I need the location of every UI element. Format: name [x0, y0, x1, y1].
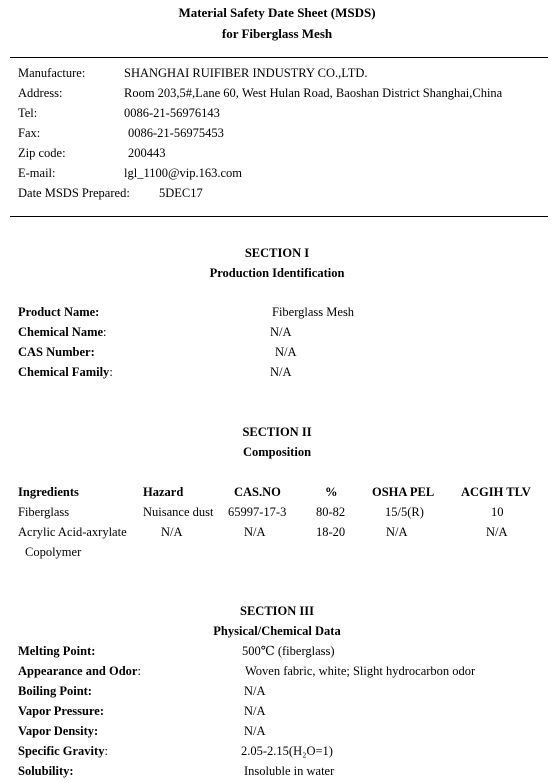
tel-value: 0086-21-56976143 — [124, 106, 220, 120]
vapor-density-label: Vapor Density: — [18, 724, 99, 738]
table-cell-acgih-tlv: N/A — [486, 525, 508, 539]
document-subtitle: for Fiberglass Mesh — [221, 26, 333, 41]
col-header-acgih-tlv: ACGIH TLV — [461, 485, 531, 499]
appearance-odor-label: Appearance and Odor — [18, 664, 138, 678]
chemical-name-value: N/A — [270, 325, 292, 339]
section1-subheading: Production Identification — [209, 266, 345, 280]
table-cell-cas: N/A — [244, 525, 266, 539]
product-name-label: Product Name: — [18, 305, 100, 319]
table-cell-hazard: Nuisance dust — [143, 505, 214, 519]
cas-number-value: N/A — [275, 345, 297, 359]
appearance-odor-label-wrap: Appearance and Odor: — [18, 664, 141, 678]
vapor-pressure-label: Vapor Pressure: — [18, 704, 104, 718]
specific-gravity-value: 2.05-2.15(H₂O=1) — [241, 744, 333, 758]
specific-gravity-label-wrap: Specific Gravity: — [18, 744, 108, 758]
address-value: Room 203,5#,Lane 60, West Hulan Road, Baoshan District Shanghai,China — [124, 86, 503, 100]
table-cell-hazard: N/A — [161, 525, 183, 539]
email-value: lgl_1100@vip.163.com — [124, 166, 242, 180]
tel-label: Tel: — [18, 106, 38, 120]
table-cell-cas: 65997-17-3 — [228, 505, 287, 519]
col-header-hazard: Hazard — [143, 485, 184, 499]
melting-point-value: 500℃ (fiberglass) — [242, 644, 335, 658]
document-title: Material Safety Date Sheet (MSDS) — [178, 5, 376, 20]
manufacture-label: Manufacture: — [18, 66, 86, 80]
table-cell-osha-pel: N/A — [386, 525, 408, 539]
col-header-osha-pel: OSHA PEL — [372, 485, 435, 499]
table-cell-ingredient: Acrylic Acid-axrylate — [18, 525, 127, 539]
address-label: Address: — [18, 86, 63, 100]
table-cell-ingredient: Fiberglass — [18, 505, 70, 519]
section1-heading: SECTION I — [244, 246, 310, 260]
melting-point-label: Melting Point: — [18, 644, 96, 658]
solubility-value: Insoluble in water — [244, 764, 335, 778]
manufacture-value: SHANGHAI RUIFIBER INDUSTRY CO.,LTD. — [124, 66, 368, 80]
table-cell-percent: 18-20 — [316, 525, 346, 539]
fax-value: 0086-21-56975453 — [128, 126, 224, 140]
col-header-ingredients: Ingredients — [18, 485, 79, 499]
date-prepared-label: Date MSDS Prepared: — [18, 186, 130, 200]
chemical-family-label: Chemical Family — [18, 365, 110, 379]
chemical-family-value: N/A — [270, 365, 292, 379]
boiling-point-label: Boiling Point: — [18, 684, 92, 698]
table-cell-osha-pel: 15/5(R) — [385, 505, 424, 519]
section-divider — [10, 216, 548, 217]
top-divider — [10, 57, 548, 58]
appearance-odor-value: Woven fabric, white; Slight hydrocarbon odor — [245, 664, 476, 678]
table-cell-percent: 80-82 — [316, 505, 346, 519]
zip-value: 200443 — [128, 146, 166, 160]
section3-heading: SECTION III — [240, 604, 314, 618]
solubility-label: Solubility: — [18, 764, 74, 778]
section3-subheading: Physical/Chemical Data — [213, 624, 341, 638]
zip-label: Zip code: — [18, 146, 66, 160]
product-name-value: Fiberglass Mesh — [272, 305, 355, 319]
col-header-cas: CAS.NO — [234, 485, 281, 499]
section2-heading: SECTION II — [242, 425, 312, 439]
chemical-name-label-wrap: Chemical Name: — [18, 325, 107, 339]
email-label: E-mail: — [18, 166, 56, 180]
table-cell-ingredient-continuation: Copolymer — [25, 545, 82, 559]
cas-number-label: CAS Number: — [18, 345, 95, 359]
date-prepared-value: 5DEC17 — [159, 186, 203, 200]
col-header-percent: % — [325, 485, 338, 499]
boiling-point-value: N/A — [244, 684, 266, 698]
vapor-density-value: N/A — [244, 724, 266, 738]
chemical-name-label: Chemical Name — [18, 325, 104, 339]
vapor-pressure-value: N/A — [244, 704, 266, 718]
specific-gravity-label: Specific Gravity — [18, 744, 105, 758]
table-cell-acgih-tlv: 10 — [491, 505, 504, 519]
section2-subheading: Composition — [242, 445, 312, 459]
chemical-family-label-wrap: Chemical Family: — [18, 365, 113, 379]
fax-label: Fax: — [18, 126, 41, 140]
